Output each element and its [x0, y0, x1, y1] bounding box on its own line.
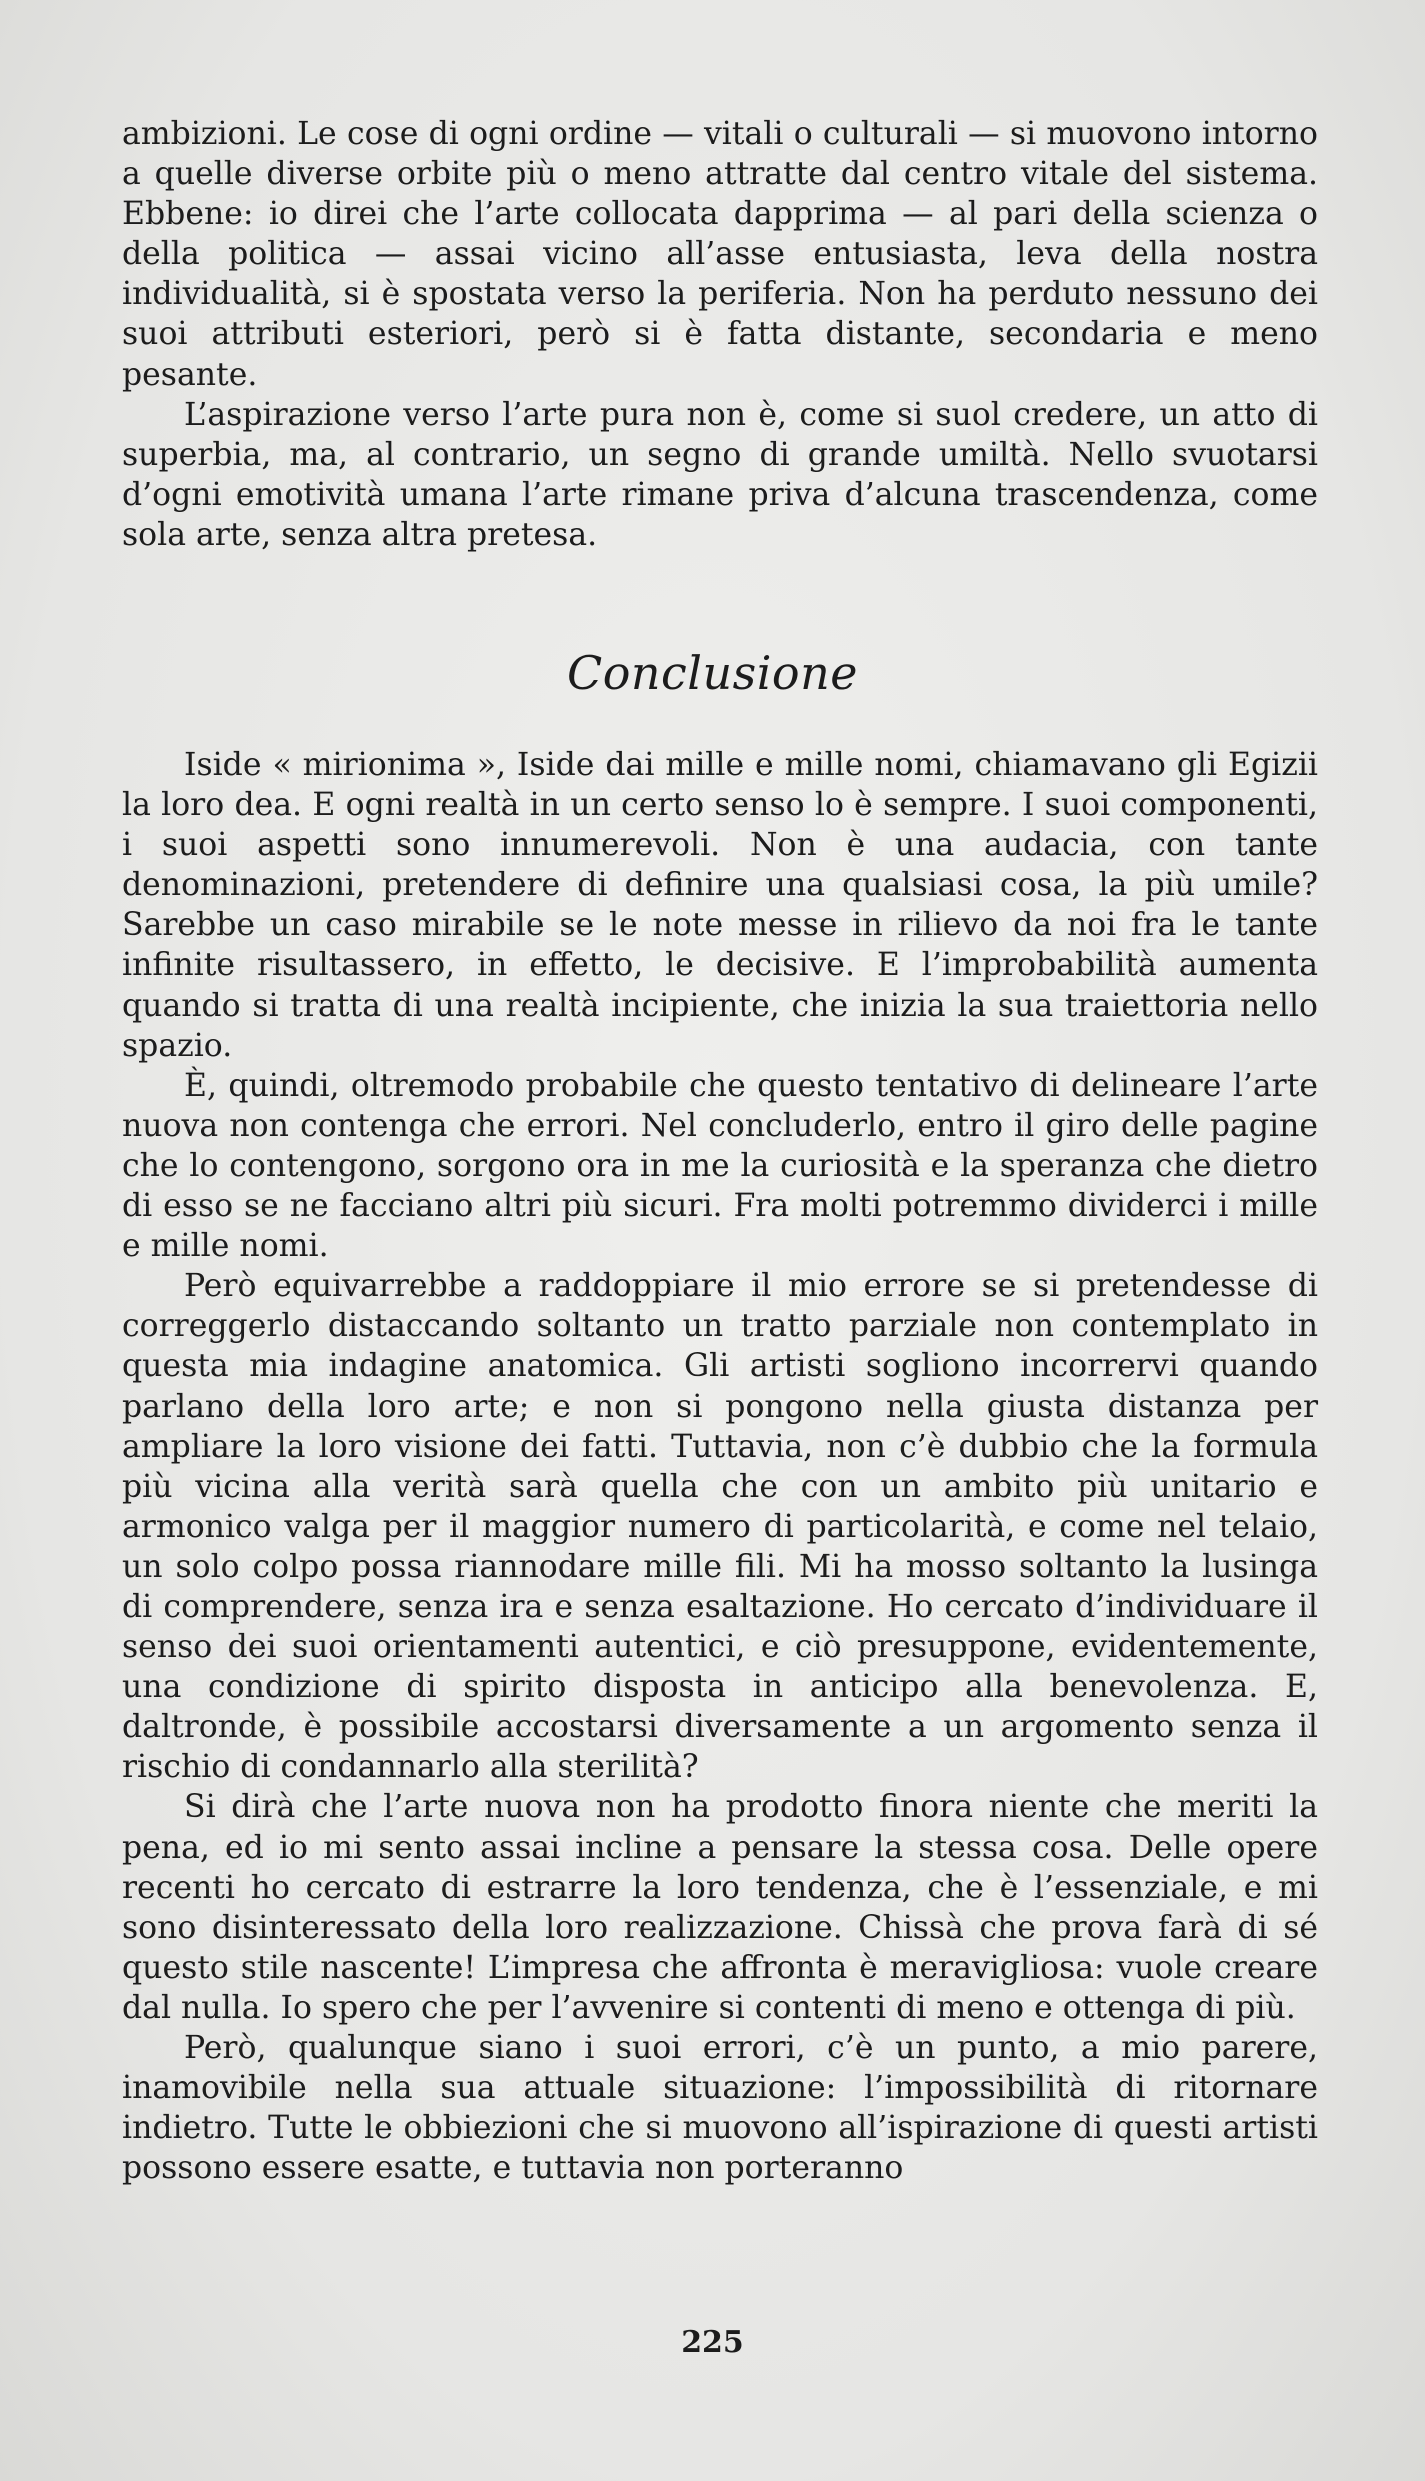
paragraph: Però, qualunque siano i suoi errori, c’è un punto, a mio parere, inamovibile nella sua attuale situazione: l’impossibilità di ritornare indietro. Tutte le obbiezioni che si muovono all’ispirazione di questi artisti possono essere esatte, e tuttavia non porteranno: [122, 2030, 1318, 2187]
paragraph: È, quindi, oltremodo probabile che questo tentativo di delineare l’arte nuova non contenga che errori. Nel concluderlo, entro il giro delle pagine che lo contengono, sorgono ora in me la curiosità e la speranza che dietro di esso se ne facciano altri più sicuri. Fra molti potremmo dividerci i mille e mille nomi.: [122, 1067, 1318, 1265]
conclusion-section: [122, 745, 1318, 2188]
paragraph: ambizioni. Le cose di ogni ordine — vitali o culturali — si muovono intorno a quelle diverse orbite più o meno attratte dal centro vitale del sistema. Ebbene: io direi che l’arte collocata dapprima — al pari della scienza o della politica — assai vicino all’asse entusiasta, leva della nostra individualità, si è spostata verso la periferia. Non ha perduto nessuno dei suoi attributi esteriori, però si è fatta distante, secondaria e meno pesante.: [122, 116, 1318, 393]
continued-section: [122, 114, 1318, 555]
paragraph: Però equivarrebbe a raddoppiare il mio errore se si pretendesse di correggerlo distaccando soltanto un tratto parziale non contemplato in questa mia indagine anatomica. Gli artisti sogliono incorrervi quando parlano della loro arte; e non si pongono nella giusta distanza per ampliare la loro visione dei fatti. Tuttavia, non c’è dubbio che la formula più vicina alla verità sarà quella che con un ambito più unitario e armonico valga per il maggior numero di particolarità, e come nel telaio, un solo colpo possa riannodare mille fili. Mi ha mosso soltanto la lusinga di comprendere, senza ira e senza esaltazione. Ho cercato d’individuare il senso dei suoi orientamenti autentici, e ciò presuppone, evidentemente, una condizione di spirito disposta in anticipo alla benevolenza. E, daltronde, è possibile accostarsi diversamente a un argomento senza il rischio di condannarlo alla sterilità?: [122, 1268, 1318, 1786]
paragraph: Iside « mirionima », Iside dai mille e mille nomi, chiamavano gli Egizii la loro dea. E ogni realtà in un certo senso lo è sempre. I suoi componenti, i suoi aspetti sono innumerevoli. Non è una audacia, con tante denominazioni, pretendere di definire una qualsiasi cosa, la più umile? Sarebbe un caso mirabile se le note messe in rilievo da noi fra le tante infinite risultassero, in effetto, le decisive. E l’improbabilità aumenta quando si tratta di una realtà incipiente, che inizia la sua traiettoria nello spazio.: [122, 747, 1318, 1064]
paragraph: L’aspirazione verso l’arte pura non è, come si suol credere, un atto di superbia, ma, al contrario, un segno di grande umiltà. Nello svuotarsi d’ogni emotività umana l’arte rimane priva d’alcuna trascendenza, come sola arte, senza altra pretesa.: [122, 396, 1318, 553]
paragraph: Si dirà che l’arte nuova non ha prodotto finora niente che meriti la pena, ed io mi sento assai incline a pensare la stessa cosa. Delle opere recenti ho cercato di estrarre la loro tendenza, che è l’essenziale, e mi sono disinteressato della loro realizzazione. Chissà che prova farà di sé questo stile nascente! L’impresa che affronta è meravigliosa: vuole creare dal nulla. Io spero che per l’avvenire si contenti di meno e ottenga di più.: [122, 1789, 1318, 2026]
section-heading: Conclusione: [567, 646, 858, 700]
page-number: 225: [681, 2325, 744, 2360]
